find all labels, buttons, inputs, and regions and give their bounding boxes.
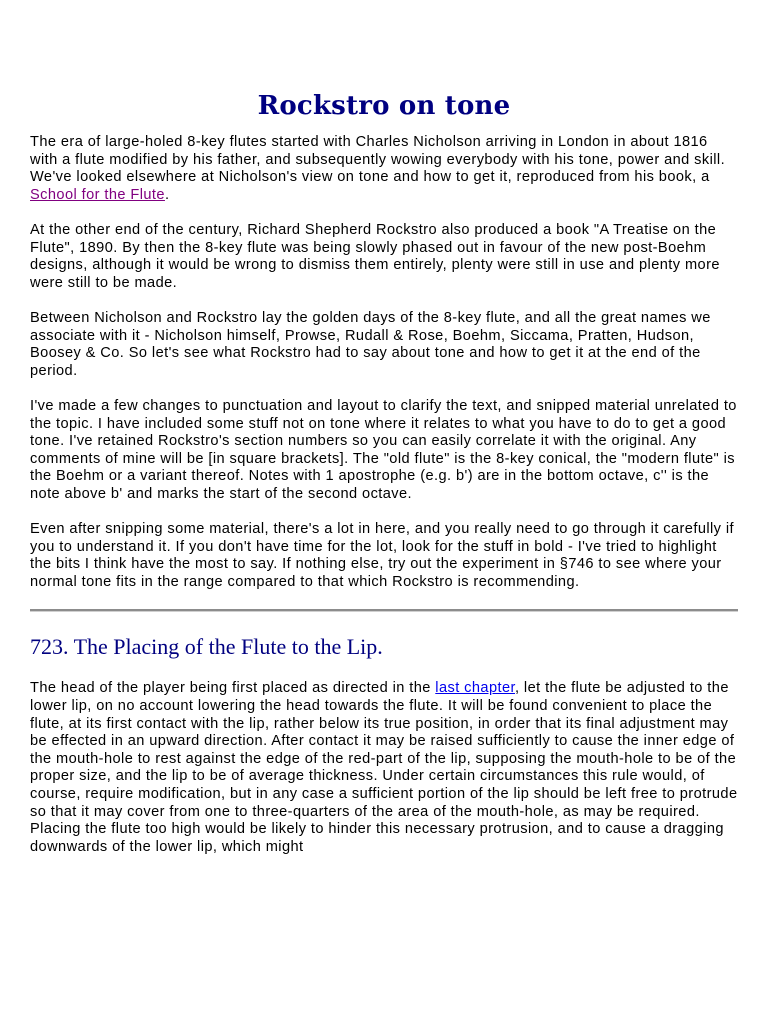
section-paragraph <box>30 680 738 856</box>
intro-paragraph-2: At the other end of the century, Richard Shepherd Rockstro also produced a book "A Treatise on the Flute", 1890. By then the 8-key flute was being slowly phased out in favour of the new post-Boehm designs, although it would be wrong to dismiss them entirely, plenty were still in use and plenty more were still to be made. <box>30 221 720 291</box>
intro-paragraph-3: Between Nicholson and Rockstro lay the golden days of the 8-key flute, and all the great names we associate with it - Nicholson himself, Prowse, Rudall & Rose, Boehm, Siccama, Pratten, Hudson, Boosey & Co. So let's see what Rockstro had to say about tone and how to get it at the end of the period. <box>30 309 711 379</box>
intro-paragraph-1-end: . <box>164 186 170 203</box>
section-paragraph-text: The head of the player being first placed as directed in the <box>30 680 436 697</box>
intro-paragraph-5: Even after snipping some material, there's a lot in here, and you really need to go through it carefully if you to understand it. If you don't have time for the lot, look for the stuff in bold - I've tried to highlight the bits I think have the most to say. If nothing else, try out the experiment in §746 to see where your normal tone fits in the range compared to that which Rockstro is recommending. <box>30 521 735 590</box>
school-for-the-flute-link[interactable]: School for the Flute <box>30 186 165 203</box>
page-title: Rockstro on tone <box>257 91 511 121</box>
section-divider <box>30 609 738 612</box>
section-paragraph-continued: , let the flute be adjusted to the lower lip, on no account lowering the head towards the flute. It will be found convenient to place the flute, at its first contact with the lip, rather below its true position, in order that its final adjustment may be effected in an upward direction. After contact it may be raised sufficiently to cause the inner edge of the mouth-hole to rest against the edge of the red-part of the lip, supposing the mouth-hole to be of the proper size, and the lip to be of average thickness. Under certain circumstances this rule would, of course, require modification, but in any case a sufficient portion of the lip should be left free to protrude so that it may cover from one to three-quarters of the area of the mouth-hole, as may be required. Placing the flute too high would be likely to hinder this necessary protrusion, and to cause a dragging downwards of the lower lip, which might <box>30 680 738 855</box>
section-heading: 723. The Placing of the Flute to the Lip. <box>30 634 383 660</box>
last-chapter-link[interactable]: last chapter <box>435 680 515 697</box>
intro-paragraph-1 <box>30 134 738 204</box>
intro-paragraph-4: I've made a few changes to punctuation and layout to clarify the text, and snipped material unrelated to the topic. I have included some stuff not on tone where it relates to what you have to do to get a good tone. I've retained Rockstro's section numbers so you can easily correlate it with the original. Any comments of mine will be [in square brackets]. The "old flute" is the 8-key conical, the "modern flute" is the Boehm or a variant thereof. Notes with 1 apostrophe (e.g. b') are in the bottom octave, c'' is the note above b' and marks the start of the second octave. <box>30 397 737 502</box>
intro-paragraph-1-text: The era of large-holed 8-key flutes started with Charles Nicholson arriving in London in about 1816 with a flute modified by his father, and subsequently wowing everybody with his tone, power and skill. We've looked elsewhere at Nicholson's view on tone and how to get it, reproduced from his book, a <box>30 134 726 186</box>
